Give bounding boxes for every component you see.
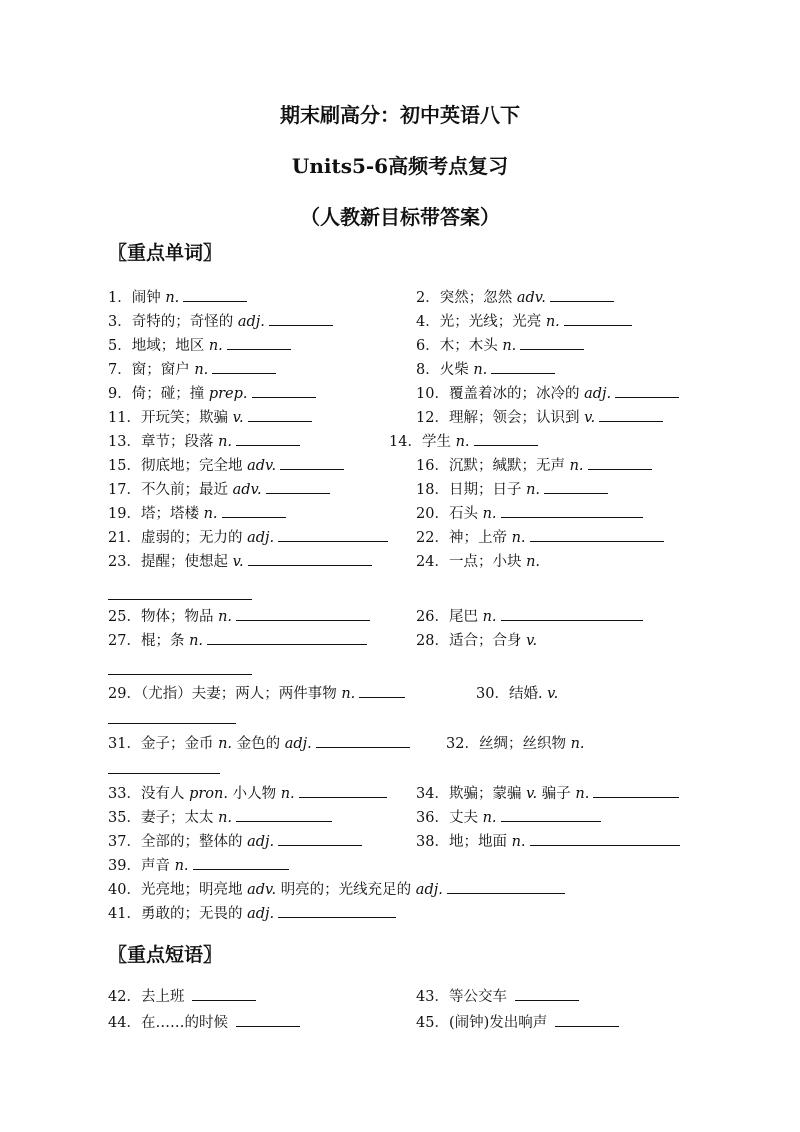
- answer-blank[interactable]: [491, 360, 555, 374]
- word-item: 22．神；上帝 n.: [416, 526, 664, 547]
- page-subtitle-note: （人教新目标带答案）: [300, 205, 500, 229]
- word-row: [108, 310, 708, 332]
- word-item: 31．金子；金币 n. 金色的 adj.: [108, 732, 410, 753]
- word-item: 35．妻子；太太 n.: [108, 806, 332, 827]
- answer-blank[interactable]: [212, 360, 276, 374]
- word-item: 6．木；木头 n.: [416, 334, 584, 355]
- answer-blank[interactable]: [108, 599, 252, 600]
- phrase-item: 43．等公交车: [416, 985, 579, 1006]
- word-item: 36．丈夫 n.: [416, 806, 601, 827]
- answer-blank[interactable]: [280, 456, 344, 470]
- answer-blank[interactable]: [236, 808, 332, 822]
- section-heading-phrases: 〖重点短语〗: [108, 944, 223, 966]
- answer-blank[interactable]: [222, 504, 286, 518]
- word-item: 5．地域；地区 n.: [108, 334, 291, 355]
- word-row: [108, 878, 708, 900]
- answer-blank[interactable]: [316, 734, 410, 748]
- phrase-item: 42．去上班: [108, 985, 256, 1006]
- word-row: [108, 406, 708, 428]
- answer-blank[interactable]: [207, 631, 367, 645]
- answer-blank[interactable]: [278, 904, 396, 918]
- word-row: [108, 454, 708, 476]
- answer-blank[interactable]: [359, 684, 405, 698]
- answer-blank[interactable]: [266, 480, 330, 494]
- word-row: [108, 382, 708, 404]
- answer-blank[interactable]: [248, 552, 372, 566]
- word-item: 8．火柴 n.: [416, 358, 555, 379]
- answer-blank[interactable]: [593, 784, 679, 798]
- answer-blank[interactable]: [252, 384, 316, 398]
- answer-blank[interactable]: [544, 480, 608, 494]
- word-item: 17．不久前；最近 adv.: [108, 478, 330, 499]
- word-item: 1．闹钟 n.: [108, 286, 247, 307]
- answer-blank[interactable]: [447, 880, 565, 894]
- answer-blank[interactable]: [564, 312, 632, 326]
- word-item: 2．突然；忽然 adv.: [416, 286, 614, 307]
- word-row: [108, 286, 708, 308]
- word-item: 12．理解；领会；认识到 v.: [416, 406, 663, 427]
- phrase-item: 45．(闹钟)发出响声: [416, 1011, 619, 1032]
- answer-blank[interactable]: [615, 384, 679, 398]
- answer-blank[interactable]: [278, 832, 362, 846]
- word-row: [108, 605, 708, 627]
- word-item: 39．声音 n.: [108, 854, 289, 875]
- word-item: 10．覆盖着冰的；冰冷的 adj.: [416, 382, 679, 403]
- answer-blank[interactable]: [193, 856, 289, 870]
- answer-blank[interactable]: [108, 723, 236, 724]
- word-row: [108, 478, 708, 500]
- answer-blank[interactable]: [599, 408, 663, 422]
- answer-blank[interactable]: [474, 432, 538, 446]
- answer-blank[interactable]: [269, 312, 333, 326]
- word-item: 30．结婚. v.: [476, 686, 559, 702]
- word-item: 40．光亮地；明亮地 adv. 明亮的；光线充足的 adj.: [108, 878, 565, 899]
- word-item: 29．（尤指）夫妻；两人；两件事物 n.: [108, 682, 405, 703]
- word-item: 26．尾巴 n.: [416, 605, 643, 626]
- word-row: [108, 526, 708, 548]
- word-item: 13．章节；段落 n.: [108, 430, 300, 451]
- phrase-item: 44．在……的时候: [108, 1011, 300, 1032]
- word-item: 9．倚；碰；撞 prep.: [108, 382, 316, 403]
- word-item: 28．适合；合身 v.: [416, 633, 538, 649]
- word-item: 19．塔；塔楼 n.: [108, 502, 286, 523]
- word-item: 7．窗；窗户 n.: [108, 358, 276, 379]
- word-row: [108, 334, 708, 356]
- word-item: 4．光；光线；光亮 n.: [416, 310, 632, 331]
- word-item: 37．全部的；整体的 adj.: [108, 830, 362, 851]
- answer-blank[interactable]: [555, 1013, 619, 1027]
- word-item: 18．日期；日子 n.: [416, 478, 608, 499]
- answer-blank[interactable]: [530, 528, 664, 542]
- word-item: 15．彻底地；完全地 adv.: [108, 454, 344, 475]
- answer-blank[interactable]: [501, 808, 601, 822]
- word-item: 14．学生 n.: [389, 430, 538, 451]
- phrase-row: [108, 1011, 708, 1033]
- answer-blank[interactable]: [248, 408, 312, 422]
- answer-blank[interactable]: [530, 832, 680, 846]
- word-row: [108, 629, 708, 651]
- answer-blank[interactable]: [227, 336, 291, 350]
- word-item: 23．提醒；使想起 v.: [108, 550, 372, 571]
- word-item: 32．丝绸；丝织物 n.: [446, 736, 585, 752]
- word-row: [108, 854, 708, 876]
- word-row: [108, 550, 708, 572]
- word-item: 41．勇敢的；无畏的 adj.: [108, 902, 396, 923]
- word-row: [108, 358, 708, 380]
- answer-blank[interactable]: [192, 987, 256, 1001]
- page-subtitle: Units5-6高频考点复习: [291, 154, 509, 178]
- answer-blank[interactable]: [550, 288, 614, 302]
- phrase-row: [108, 985, 708, 1007]
- answer-blank[interactable]: [236, 432, 300, 446]
- word-row: [108, 806, 708, 828]
- page-title: 期末刷高分：初中英语八下: [280, 103, 520, 127]
- answer-blank[interactable]: [108, 773, 220, 774]
- word-item: 27．棍；条 n.: [108, 629, 367, 650]
- word-item: 24．一点；小块 n.: [416, 554, 541, 570]
- answer-blank[interactable]: [299, 784, 387, 798]
- word-row: [108, 682, 708, 704]
- word-item: 20．石头 n.: [416, 502, 643, 523]
- answer-blank[interactable]: [520, 336, 584, 350]
- word-item: 11．开玩笑；欺骗 v.: [108, 406, 312, 427]
- word-item: 3．奇特的；奇怪的 adj.: [108, 310, 333, 331]
- word-row: [108, 902, 708, 924]
- word-item: 21．虚弱的；无力的 adj.: [108, 526, 388, 547]
- word-row: [108, 430, 708, 452]
- word-row: [108, 732, 708, 754]
- word-item: 33．没有人 pron. 小人物 n.: [108, 782, 387, 803]
- answer-blank[interactable]: [501, 504, 643, 518]
- word-row: [108, 830, 708, 852]
- word-row: [108, 502, 708, 524]
- word-row: [108, 782, 708, 804]
- answer-blank[interactable]: [501, 607, 643, 621]
- answer-blank[interactable]: [588, 456, 652, 470]
- word-item: 25．物体；物品 n.: [108, 605, 370, 626]
- answer-blank[interactable]: [278, 528, 388, 542]
- word-item: 34．欺骗；蒙骗 v. 骗子 n.: [416, 782, 679, 803]
- answer-blank[interactable]: [515, 987, 579, 1001]
- word-item: 16．沉默；缄默；无声 n.: [416, 454, 652, 475]
- word-item: 38．地；地面 n.: [416, 830, 680, 851]
- answer-blank[interactable]: [236, 1013, 300, 1027]
- section-heading-words: 〖重点单词〗: [108, 242, 223, 264]
- answer-blank[interactable]: [108, 674, 252, 675]
- answer-blank[interactable]: [183, 288, 247, 302]
- answer-blank[interactable]: [236, 607, 370, 621]
